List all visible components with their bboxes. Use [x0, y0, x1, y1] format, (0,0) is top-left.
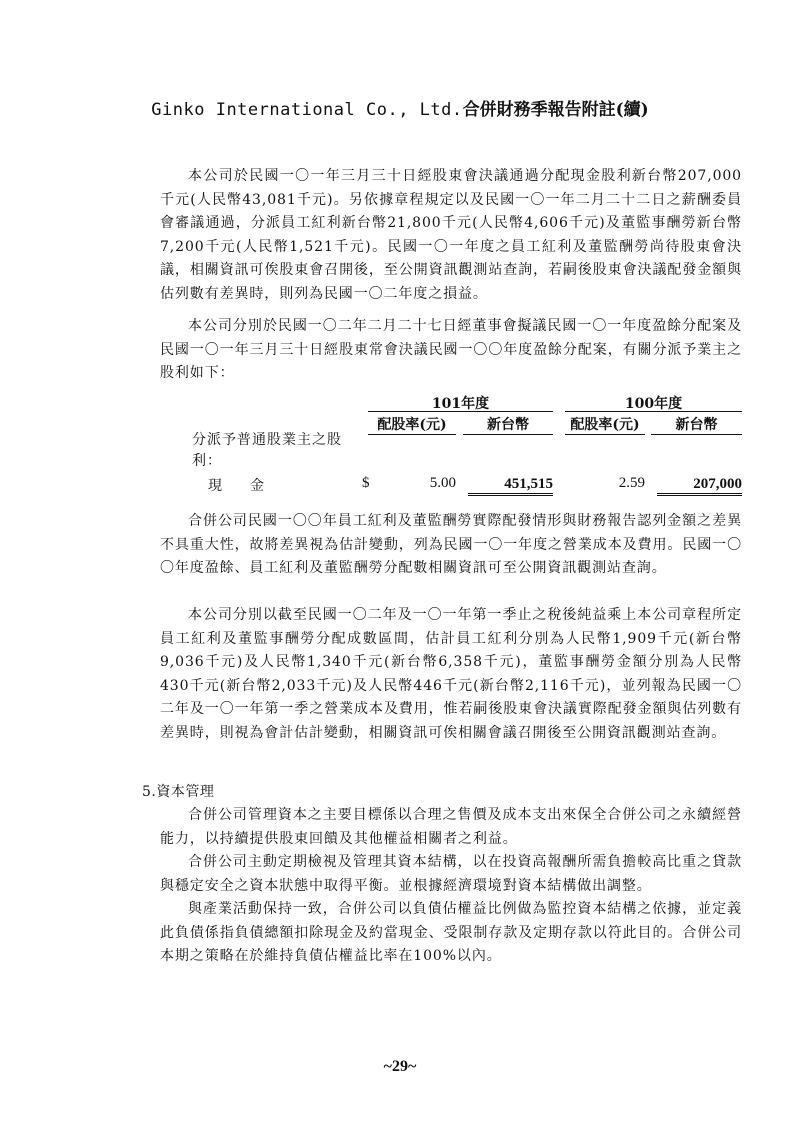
- header-ntd-101: 新台幣: [463, 414, 553, 435]
- rate-100: 2.59: [618, 475, 645, 491]
- paragraph-debt-ratio: 與產業活動保持一致，合併公司以負債佔權益比例做為監控資本結構之依據，並定義此負債係指負債總額扣除現金及約當現金、受限制存款及定期存款以符此目的。合併公司本期之策略在於維持負債佔權益比率在100%以內。: [160, 901, 742, 964]
- row-group-label: 分派予普通股業主之股利：: [192, 432, 342, 469]
- paragraph-bonus-estimate: 本公司分別以截至民國一〇二年及一〇一年第一季止之稅後純益乘上本公司章程所定員工紅利及董監事酬勞分配成數區間，估計員工紅利分別為人民幣1,909千元(新台幣9,036千元)及人民幣1,340千元(新台幣6,358千元)，董監事酬勞金額分別為人民幣430千元(新台幣2,033千元)及人民幣446千元(新台幣2,116千元)，並列報為民國一〇二年及一〇一年第一季之營業成本及費用，惟若嗣後股東會決議實際配發金額與估列數有差異時，則視為會計估計變動，相關資訊可俟相關會議召開後至公開資訊觀測站查詢。: [160, 607, 742, 741]
- year-header-100: 100年度: [624, 396, 683, 412]
- paragraph-capital-objective: 合併公司管理資本之主要目標係以合理之售價及成本支出來保全合併公司之永續經營能力，以持續提供股東回饋及其他權益相關者之利益。: [160, 807, 742, 847]
- page-title: [0, 95, 800, 120]
- header-ntd-100: 新台幣: [651, 414, 742, 435]
- year-underline-101: [368, 411, 553, 412]
- row-label-cash: 現 金: [208, 478, 264, 494]
- rate-101: 5.00: [429, 475, 456, 491]
- header-rate-100: 配股率(元): [565, 414, 645, 435]
- ntd-100: 207,000: [657, 475, 742, 496]
- ntd-101: 451,515: [468, 475, 553, 496]
- currency-symbol: $: [362, 475, 370, 491]
- header-rate-101: 配股率(元): [368, 414, 456, 435]
- section-capital-management-heading: 5.資本管理: [142, 784, 215, 800]
- paragraph-bonus-variance: 合併公司民國一〇〇年員工紅利及董監酬勞實際配發情形與財務報告認列金額之差異不具重大性，故將差異視為估計變動，列為民國一〇一年度之營業成本及費用。民國一〇〇年度盈餘、員工紅利及董監酬勞分配數相關資訊可至公開資訊觀測站查詢。: [160, 513, 742, 576]
- paragraph-capital-structure: 合併公司主動定期檢視及管理其資本結構，以在投資高報酬所需負擔較高比重之貸款與穩定安全之資本狀態中取得平衡。並根據經濟環境對資本結構做出調整。: [160, 854, 742, 894]
- year-header-101: 101年度: [431, 396, 490, 412]
- year-underline-100: [565, 411, 742, 412]
- paragraph-dividend-intro: 本公司分別於民國一〇二年二月二十七日經董事會擬議民國一〇一年度盈餘分配案及民國一〇一年三月三十日經股東常會決議民國一〇〇年度盈餘分配案，有關分派予業主之股利如下：: [160, 318, 742, 381]
- paragraph-dividend-resolution: 本公司於民國一〇一年三月三十日經股東會決議通過分配現金股利新台幣207,000千元(人民幣43,081千元)。另依據章程規定以及民國一〇一年二月二十二日之薪酬委員會審議通過，分派員工紅利新台幣21,800千元(人民幣4,606千元)及董監事酬勞新台幣7,200千元(人民幣1,521千元)。民國一〇一年度之員工紅利及董監酬勞尚待股東會決議，相關資訊可俟股東會召開後，至公開資訊觀測站查詢，若嗣後股東會決議配發金額與估列數有差異時，則列為民國一〇二年度之損益。: [160, 168, 742, 302]
- company-name: Ginko International Co., Ltd.: [151, 100, 463, 120]
- page-number: ~29~: [383, 1058, 417, 1075]
- title-suffix: 合併財務季報告附註(續): [462, 100, 649, 120]
